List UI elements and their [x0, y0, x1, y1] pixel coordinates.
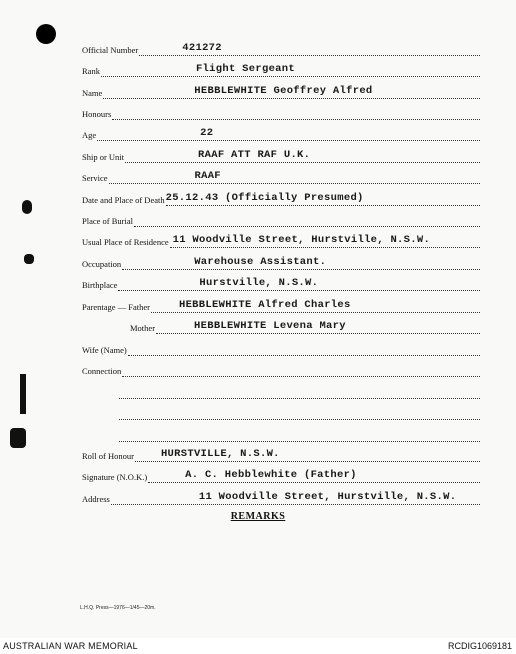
field-official-number	[82, 40, 480, 56]
field-label: Date and Place of Death	[82, 195, 165, 205]
field-value: HEBBLEWHITE Geoffrey Alfred	[194, 85, 373, 97]
field-date-place-of-death	[82, 190, 480, 206]
field-wife	[82, 340, 480, 356]
field-value: HEBBLEWHITE Levena Mary	[194, 320, 346, 332]
field-value: Flight Sergeant	[195, 63, 295, 75]
printer-note: L.H.Q. Press—1976—1/45—20m.	[80, 605, 156, 611]
field-label: Roll of Honour	[82, 451, 134, 461]
connection-line	[118, 404, 480, 420]
field-value: 11 Woodville Street, Hurstville, N.S.W.	[172, 234, 431, 246]
field-value: 22	[200, 127, 214, 139]
field-parentage-father	[82, 297, 480, 313]
field-value: HEBBLEWHITE Alfred Charles	[178, 299, 351, 311]
field-roll-of-honour	[82, 446, 480, 462]
archive-name: AUSTRALIAN WAR MEMORIAL	[3, 641, 138, 651]
field-label: Usual Place of Residence	[82, 237, 169, 247]
binding-mark	[10, 428, 26, 448]
field-birthplace	[82, 275, 480, 291]
field-value: HURSTVILLE, N.S.W.	[160, 448, 280, 460]
connection-line	[118, 383, 480, 399]
field-rank	[82, 61, 480, 77]
field-label: Age	[82, 130, 97, 140]
field-service	[82, 168, 480, 184]
field-age	[82, 125, 480, 141]
field-label: Official Number	[82, 45, 139, 55]
field-label: Occupation	[82, 259, 122, 269]
field-value: 11 Woodville Street, Hurstville, N.S.W.	[198, 491, 457, 503]
field-signature-nok	[82, 467, 480, 483]
binding-mark	[24, 254, 34, 264]
field-value: 25.12.43 (Officially Presumed)	[165, 192, 364, 204]
field-ship-or-unit	[82, 147, 480, 163]
field-label: Parentage — Father	[82, 302, 150, 312]
field-name	[82, 83, 480, 99]
field-label: Honours	[82, 109, 112, 119]
punch-hole	[36, 24, 56, 44]
field-label: Address	[82, 494, 110, 504]
field-honours	[82, 104, 480, 120]
field-label: Name	[82, 88, 103, 98]
field-label: Mother	[130, 323, 156, 333]
field-mother	[130, 318, 480, 334]
field-occupation	[82, 254, 480, 270]
field-value: Warehouse Assistant.	[194, 256, 327, 268]
field-label: Wife (Name)	[82, 345, 127, 355]
field-label: Place of Burial	[82, 216, 133, 226]
field-label: Signature (N.O.K.)	[82, 472, 148, 482]
field-usual-residence	[82, 232, 480, 248]
field-connection	[82, 361, 480, 377]
remarks-heading: REMARKS	[230, 511, 286, 522]
field-address	[82, 489, 480, 505]
field-value: 421272	[182, 42, 222, 54]
archive-footer	[0, 638, 516, 654]
field-value: RAAF ATT RAF U.K.	[198, 149, 311, 161]
field-label: Connection	[82, 366, 122, 376]
field-value: A. C. Hebblewhite (Father)	[185, 469, 357, 481]
binding-mark	[20, 374, 26, 414]
field-label: Birthplace	[82, 280, 118, 290]
field-label: Rank	[82, 66, 100, 76]
field-value: RAAF	[194, 170, 221, 182]
binding-mark	[22, 200, 32, 214]
field-value: Hurstville, N.S.W.	[199, 277, 319, 289]
field-label: Service	[82, 173, 108, 183]
field-label: Ship or Unit	[82, 152, 125, 162]
connection-line	[118, 426, 480, 442]
record-id: RCDIG1069181	[447, 641, 512, 651]
field-place-of-burial	[82, 211, 480, 227]
